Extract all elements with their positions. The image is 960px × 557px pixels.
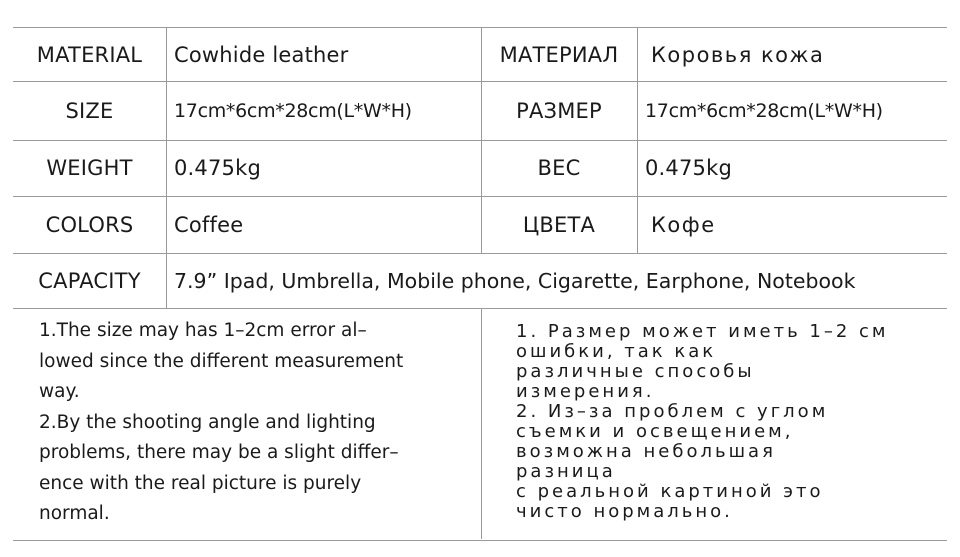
size-label-en: SIZE (65, 98, 114, 123)
notes-russian: 1. Размер может иметь 1–2 см ошибки, так как различные способы измерения. 2. Из–за проблем с углом съемки и освещением, возможна небольшая разница с реальной картиной это чисто нормально. (516, 321, 889, 522)
notes-english: 1.The size may has 1–2cm error al– lowed since the different measurement way. 2.By the shooting angle and lighting problems, there may be a slight differ– ence with the real picture is purely normal. (39, 320, 404, 524)
column-divider (481, 308, 482, 539)
capacity-label: CAPACITY (38, 268, 141, 293)
capacity-value: 7.9” Ipad, Umbrella, Mobile phone, Cigarette, Earphone, Notebook (174, 268, 856, 293)
colors-value-ru: Кофе (651, 212, 716, 237)
weight-value-en: 0.475kg (174, 156, 262, 180)
material-label-en: MATERIAL (36, 42, 143, 67)
spec-table (13, 27, 947, 541)
colors-value-en: Coffee (174, 212, 244, 237)
material-label-ru: МАТЕРИАЛ (499, 42, 619, 67)
weight-label-en: WEIGHT (46, 156, 133, 180)
size-value-ru: 17cm*6cm*28cm(L*W*H) (645, 99, 883, 122)
weight-label-ru: ВЕС (537, 156, 581, 180)
row-divider (13, 308, 947, 309)
size-label-ru: РАЗМЕР (516, 98, 602, 123)
material-value-en: Cowhide leather (174, 42, 349, 67)
size-value-en: 17cm*6cm*28cm(L*W*H) (174, 99, 412, 122)
weight-value-ru: 0.475kg (645, 156, 733, 180)
material-value-ru: Коровья кожа (651, 42, 825, 67)
colors-label-ru: ЦВЕТА (522, 212, 596, 237)
colors-label-en: COLORS (45, 212, 134, 237)
